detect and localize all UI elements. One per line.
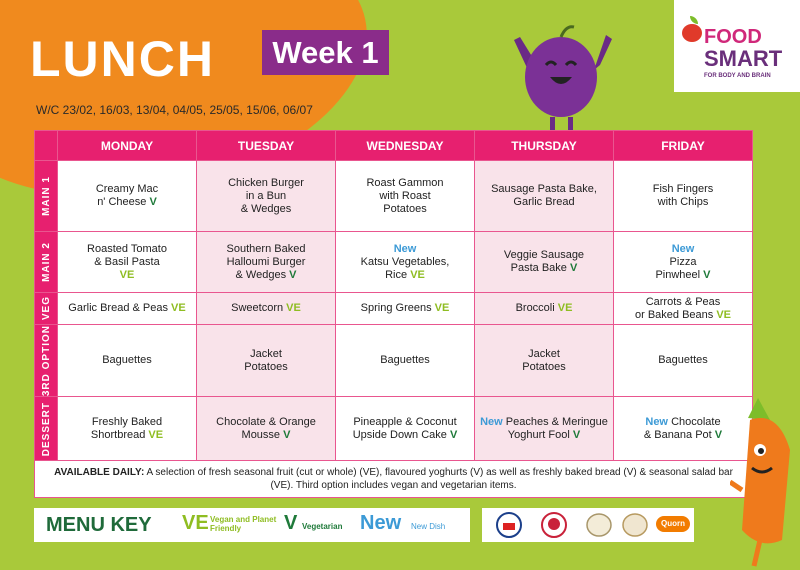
week-commencing-dates: W/C 23/02, 16/03, 13/04, 04/05, 25/05, 15/06, 06/07 (36, 103, 313, 117)
row-label-text: 3RD OPTION (40, 325, 52, 397)
menu-cell (58, 325, 197, 397)
day-friday: FRIDAY (614, 131, 753, 161)
quorn-logo: Quorn (656, 516, 690, 532)
red-tractor-badge-icon (496, 512, 522, 538)
dish-name: Freshly Baked Shortbread (90, 415, 163, 441)
bakery-badge-icon (622, 513, 648, 537)
row-label-text: MAIN 2 (40, 242, 52, 282)
dish-name: Chicken Burger in a Bun & Wedges (228, 176, 304, 215)
dish-name: Spring Greens (360, 302, 432, 314)
menu-cell (475, 232, 614, 293)
dish-name: Sausage Pasta Bake, Garlic Bread (491, 183, 597, 208)
vegetarian-badge: V (572, 428, 581, 441)
key-vegetarian-description: Vegetarian (302, 522, 343, 531)
menu-body (35, 161, 753, 461)
available-daily-label: AVAILABLE DAILY: (54, 467, 145, 479)
menu-cell (197, 161, 336, 232)
menu-row (35, 397, 753, 461)
vegan-badge: VE (410, 268, 425, 281)
vegan-badge: VE (119, 268, 135, 281)
menu-cell (614, 232, 753, 293)
purple-fruit-mascot-icon (506, 15, 616, 135)
partner-logos (482, 508, 694, 542)
row-label (35, 161, 58, 232)
menu-cell (197, 293, 336, 325)
row-label (35, 397, 58, 461)
week-badge: Week 1 (262, 30, 389, 75)
key-new-description: New Dish (411, 522, 446, 531)
dish-name: Baguettes (380, 354, 430, 367)
dish-name: Creamy Mac n' Cheese (95, 183, 159, 208)
available-daily-note (35, 461, 753, 498)
new-dish-tag: New (393, 242, 417, 255)
menu-cell (336, 397, 475, 461)
menu-key-title: MENU KEY (46, 514, 152, 536)
dish-name: Baguettes (658, 354, 708, 367)
day-monday: MONDAY (58, 131, 197, 161)
menu-cell (58, 232, 197, 293)
vegan-badge: VE (286, 302, 301, 314)
dish-name: Veggie Sausage Pasta Bake (503, 249, 585, 274)
menu-row (35, 232, 753, 293)
new-dish-tag: New (645, 415, 668, 428)
logo-tagline: FOR BODY AND BRAIN (704, 73, 771, 79)
menu-cell (614, 293, 753, 325)
day-tuesday: TUESDAY (197, 131, 336, 161)
menu-cell (58, 397, 197, 461)
dish-name: Pizza Pinwheel (655, 255, 701, 281)
vegetarian-badge: V (449, 428, 458, 441)
logo-word-smart: SMART (704, 46, 783, 71)
table-corner (35, 131, 58, 161)
key-vegan-description: Vegan and Planet Friendly (210, 515, 277, 533)
available-daily-text: A selection of fresh seasonal fruit (cut or whole) (VE), flavoured yoghurts (V) as well as freshly baked bread (V) & seasonal salad bar (VE). Third option includes vegan and vegetarian items. (144, 467, 733, 492)
dish-name: Jacket Potatoes (522, 347, 566, 373)
menu-cell (58, 293, 197, 325)
day-header-row (35, 131, 753, 161)
dish-name: Peaches & Meringue Yoghurt Fool (505, 415, 608, 441)
vegetarian-badge: V (149, 196, 157, 208)
menu-table (34, 130, 753, 498)
dish-name: Roasted Tomato & Basil Pasta (87, 242, 167, 268)
row-label (35, 232, 58, 293)
leaf-icon (690, 16, 698, 24)
dish-name: Carrots & Peas or Baked Beans (634, 295, 721, 321)
key-new-symbol: New (360, 512, 402, 534)
available-daily-row (35, 461, 753, 498)
menu-cell (336, 232, 475, 293)
menu-cell (336, 293, 475, 325)
vegan-badge: VE (716, 308, 732, 321)
dish-name: Garlic Bread & Peas (68, 302, 168, 314)
apple-icon (682, 24, 702, 42)
menu-cell (336, 161, 475, 232)
vegan-badge: VE (557, 302, 573, 314)
vegetarian-badge: V (569, 262, 578, 274)
carrot-mascot-icon (730, 390, 800, 570)
menu-cell (197, 397, 336, 461)
menu-cell (475, 325, 614, 397)
menu-cell (197, 232, 336, 293)
row-label-text: MAIN 1 (40, 176, 52, 216)
menu-cell (614, 161, 753, 232)
dish-name: Southern Baked Halloumi Burger & Wedges (226, 242, 306, 281)
vegetarian-badge: V (714, 428, 723, 441)
menu-row (35, 161, 753, 232)
food-for-life-badge-icon (540, 512, 568, 538)
vegan-badge: VE (171, 302, 186, 314)
menu-key (34, 508, 470, 542)
dish-name: Sweetcorn (231, 302, 284, 314)
new-dish-tag: New (671, 242, 695, 255)
row-label-text: DESSERT (40, 401, 52, 456)
row-label (35, 325, 58, 397)
menu-row (35, 325, 753, 397)
new-dish-tag: New (480, 415, 503, 428)
vegan-badge: VE (148, 428, 164, 441)
vegetarian-badge: V (703, 268, 711, 281)
key-vegetarian-symbol: V (284, 512, 298, 534)
dish-name: Roast Gammon with Roast Potatoes (366, 176, 444, 215)
dish-name: Chocolate & Banana Pot (643, 415, 721, 441)
dish-name: Fish Fingers with Chips (652, 183, 714, 208)
vegan-badge: VE (434, 302, 450, 314)
menu-cell (58, 161, 197, 232)
row-label (35, 293, 58, 325)
row-label-text: VEG (40, 296, 52, 321)
menu-cell (336, 325, 475, 397)
vegetarian-badge: V (289, 268, 297, 281)
dish-name: Chocolate & Orange Mousse (216, 415, 316, 441)
menu-cell (197, 325, 336, 397)
menu-cell (475, 397, 614, 461)
menu-cell (475, 293, 614, 325)
dish-name: Katsu Vegetables, Rice (360, 255, 450, 281)
vegetarian-badge: V (283, 428, 291, 441)
menu-row (35, 293, 753, 325)
menu-cell (614, 325, 753, 397)
menu-title: LUNCH (30, 31, 215, 87)
menu-cell (475, 161, 614, 232)
key-vegan-symbol: VE (182, 512, 209, 534)
dish-name: Baguettes (102, 354, 152, 367)
day-thursday: THURSDAY (475, 131, 614, 161)
dish-name: Broccoli (515, 302, 555, 314)
food-smart-logo (674, 0, 800, 92)
day-wednesday: WEDNESDAY (336, 131, 475, 161)
assured-badge-icon (586, 513, 612, 537)
logo-word-food: FOOD (704, 26, 762, 48)
dish-name: Jacket Potatoes (244, 347, 288, 373)
dish-name: Pineapple & Coconut Upside Down Cake (352, 415, 457, 441)
